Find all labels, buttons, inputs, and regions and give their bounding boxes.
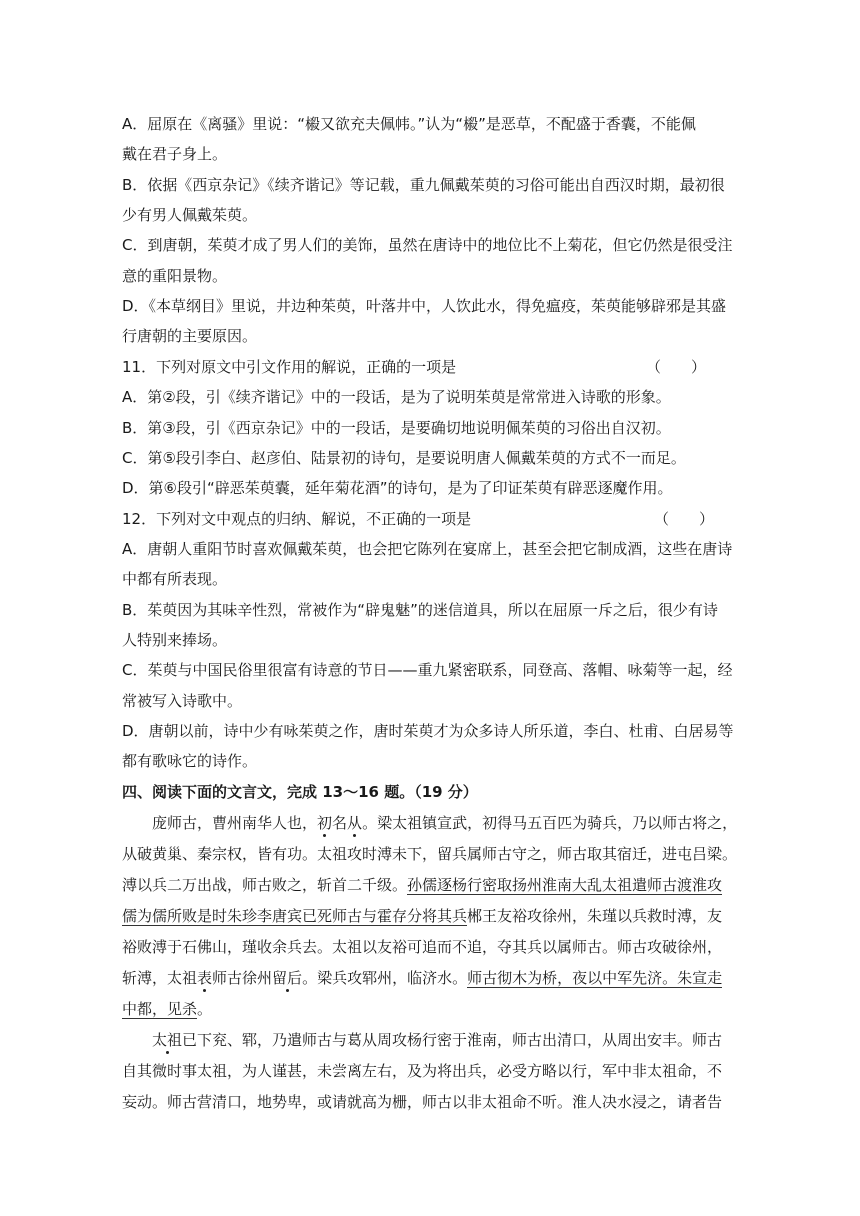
q10-option-a-line2: 戴在君子身上。 — [122, 145, 228, 163]
passage-p1-line4: 儒为儒所败是时朱珍李唐宾已死师古与霍存分将其兵郴王友裕攻徐州，朱瑾以兵救时溥，友 — [122, 907, 723, 925]
q12-option-b-line2: 人特别来捧场。 — [122, 631, 228, 649]
q12-option-c-line2: 常被写入诗歌中。 — [122, 692, 243, 710]
q10-option-a-line1: A．屈原在《离骚》里说：“榝又欲充夫佩帏。”认为“榝”是恶草，不配盛于香囊，不能佩 — [122, 115, 696, 133]
q12-option-b-line1: B．茱萸因为其味辛性烈，常被作为“辟鬼魅”的迷信道具，所以在屈原一斥之后，很少有诗 — [122, 601, 718, 619]
passage-p2-line1: 太祖已下兖、郓，乃遣师古与葛从周攻杨行密于淮南，师古出清口，从周出安丰。师古 — [152, 1031, 723, 1049]
emphasis-dot-liuhou: 留后 — [272, 969, 303, 987]
q12-option-d-line2: 都有歌咏它的诗作。 — [122, 752, 258, 770]
passage-p1-line5: 裕败溥于石佛山，瑾收余兵去。太祖以友裕可追而不追，夺其兵以属师古。师古攻破徐州， — [122, 938, 723, 956]
q10-option-b-line1: B．依据《西京杂记》《续齐谐记》等记载，重九佩戴茱萸的习俗可能出自西汉时期，最初很 — [122, 176, 725, 194]
q11-option-d: D．第⑥段引“辟恶茱萸囊，延年菊花酒”的诗句，是为了印证茱萸有辟恶逐魔作用。 — [122, 479, 673, 497]
q10-option-c-line1: C．到唐朝，茱萸才成了男人们的美饰，虽然在唐诗中的地位比不上菊花，但它仍然是很受注 — [122, 236, 733, 254]
q10-option-c-line2: 意的重阳景物。 — [122, 267, 228, 285]
translation-underline-1b: 儒为儒所败是时朱珍李唐宾已死师古与霍存分将其兵 — [122, 907, 468, 925]
passage-p1-line7: 中都，见杀。 — [122, 1000, 213, 1018]
q12-option-a-line2: 中都有所表现。 — [122, 570, 228, 588]
q11-option-b: B．第③段，引《西京杂记》中的一段话，是要确切地说明佩茱萸的习俗出自汉初。 — [122, 419, 671, 437]
passage-p2-line2: 自其微时事太祖，为人谨甚，未尝离左右，及为将出兵，必受方略以行，军中非太祖命，不 — [122, 1062, 723, 1080]
q12-answer-blank: （ ） — [654, 510, 715, 528]
passage-p1-line2: 从破黄巢、秦宗权，皆有功。太祖攻时溥未下，留兵属师古守之，师古取其宿迁，进屯吕梁。 — [122, 845, 738, 863]
emphasis-dot-cong: 从 — [347, 814, 363, 832]
emphasis-dot-biao: 表 — [197, 969, 213, 987]
q11-answer-blank: （ ） — [646, 358, 707, 376]
section-4-heading: 四、阅读下面的文言文，完成 13～16 题。（19 分） — [122, 783, 478, 801]
translation-underline-2a: 师古彻木为桥，夜以中军先济。朱宣走 — [467, 969, 723, 987]
emphasis-dot-taizu: 太祖 — [152, 1031, 183, 1049]
q11-option-c: C．第⑤段引李白、赵彦伯、陆景初的诗句，是要说明唐人佩戴茱萸的方式不一而足。 — [122, 449, 686, 467]
emphasis-dot-chu: 初 — [317, 814, 333, 832]
passage-p1-line6: 斩溥，太祖表师古徐州留后。梁兵攻郓州，临济水。师古彻木为桥，夜以中军先济。朱宣走 — [122, 969, 723, 987]
q10-option-d-line1: D．《本草纲目》里说，井边种茱萸，叶落井中，人饮此水，得免瘟疫，茱萸能够辟邪是其盛 — [122, 297, 727, 315]
translation-underline-1a: 孙儒逐杨行密取扬州淮南大乱太祖遣师古渡淮攻 — [407, 876, 723, 894]
q12-stem: 12．下列对文中观点的归纳、解说，不正确的一项是 — [122, 510, 472, 528]
q10-option-b-line2: 少有男人佩戴茱萸。 — [122, 206, 258, 224]
q12-option-d-line1: D．唐朝以前，诗中少有咏茱萸之作，唐时茱萸才为众多诗人所乐道，李白、杜甫、白居易等 — [122, 722, 734, 740]
q12-option-a-line1: A．唐朝人重阳节时喜欢佩戴茱萸，也会把它陈列在宴席上，甚至会把它制成酒，这些在唐诗 — [122, 540, 733, 558]
q11-stem: 11．下列对原文中引文作用的解说，正确的一项是 — [122, 358, 457, 376]
passage-p2-line3: 妄动。师古营清口，地势卑，或请就高为栅，师古以非太祖命不听。淮人决水浸之，请者告 — [122, 1093, 723, 1111]
q11-option-a: A．第②段，引《续齐谐记》中的一段话，是为了说明茱萸是常常进入诗歌的形象。 — [122, 388, 671, 406]
passage-p1-line3: 溥以兵二万出战，师古败之，斩首二千级。孙儒逐杨行密取扬州淮南大乱太祖遣师古渡淮攻 — [122, 876, 723, 894]
q10-option-d-line2: 行唐朝的主要原因。 — [122, 327, 258, 345]
q12-option-c-line1: C．茱萸与中国民俗里很富有诗意的节日——重九紧密联系，同登高、落帽、咏菊等一起，经 — [122, 661, 733, 679]
translation-underline-2b: 中都，见杀 — [122, 1000, 198, 1018]
passage-p1-line1: 庞师古，曹州南华人也，初名从。梁太祖镇宣武，初得马五百匹为骑兵，乃以师古将之， — [122, 814, 738, 832]
